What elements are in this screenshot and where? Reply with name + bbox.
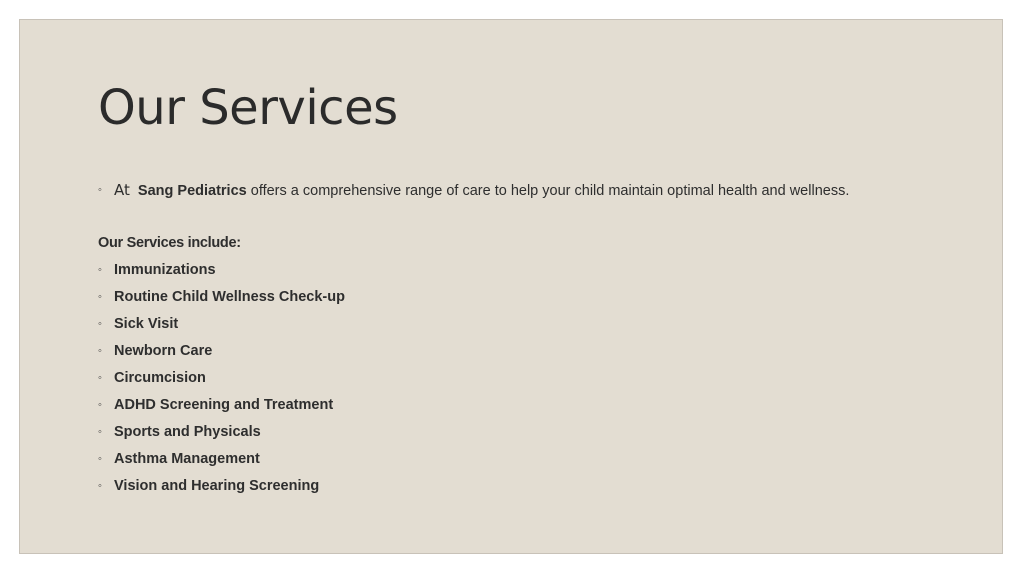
service-label: Asthma Management	[114, 451, 260, 467]
bullet-icon: ◦	[98, 426, 102, 438]
bullet-icon: ◦	[98, 184, 102, 196]
bullet-icon: ◦	[98, 372, 102, 384]
bullet-icon: ◦	[98, 399, 102, 411]
service-label: ADHD Screening and Treatment	[114, 397, 334, 413]
list-item	[98, 392, 958, 419]
slide	[19, 19, 1003, 554]
slide-title: Our Services	[98, 80, 398, 136]
bullet-icon: ◦	[98, 264, 102, 276]
list-item	[98, 473, 958, 500]
services-list	[98, 257, 958, 500]
bullet-icon: ◦	[98, 291, 102, 303]
service-label: Circumcision	[114, 370, 206, 386]
slide-content	[98, 177, 958, 500]
service-label: Sports and Physicals	[114, 424, 261, 440]
list-item	[98, 419, 958, 446]
service-label: Immunizations	[114, 262, 216, 278]
service-label: Routine Child Wellness Check-up	[114, 289, 345, 305]
service-label: Vision and Hearing Screening	[114, 478, 320, 494]
services-heading: Our Services include:	[98, 235, 241, 251]
practice-name: Sang Pediatrics	[137, 183, 247, 199]
intro-paragraph	[98, 177, 958, 204]
bullet-icon: ◦	[98, 453, 102, 465]
list-item	[98, 338, 958, 365]
service-label: Newborn Care	[114, 343, 213, 359]
list-item	[98, 311, 958, 338]
bullet-icon: ◦	[98, 318, 102, 330]
list-item	[98, 257, 958, 284]
intro-text: offers a comprehensive range of care to help your child maintain optimal health and wellness.	[250, 183, 850, 199]
bullet-icon: ◦	[98, 345, 102, 357]
list-item	[98, 365, 958, 392]
spacer	[98, 204, 958, 230]
service-label: Sick Visit	[114, 316, 179, 332]
list-item	[98, 284, 958, 311]
bullet-icon: ◦	[98, 480, 102, 492]
list-item	[98, 446, 958, 473]
intro-prefix: At	[114, 181, 130, 199]
